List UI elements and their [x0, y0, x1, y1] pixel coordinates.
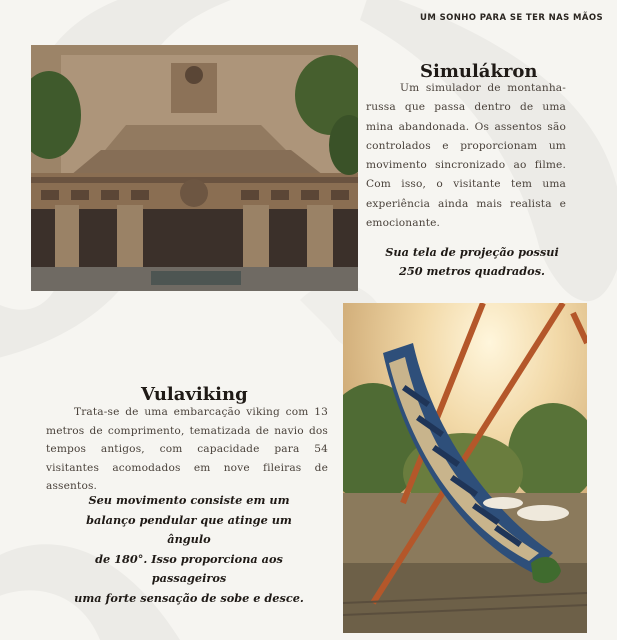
- highlight-simulakron: [372, 243, 572, 281]
- highlight-line: balanço pendular que atinge um ângulo: [86, 512, 292, 546]
- highlight-vulaviking: [66, 491, 312, 608]
- highlight-line: Sua tela de projeção possui: [385, 245, 559, 259]
- viking-ride-photo: [343, 303, 587, 633]
- highlight-line: 250 metros quadrados.: [399, 264, 545, 278]
- highlight-line: Seu movimento consiste em um: [88, 493, 290, 507]
- section-body-simulakron: Um simulador de montanha-russa que passa dentro de uma mina abandonada. Os assentos são controlados e proporcionam um movimento sincronizado ao filme. Com isso, o visitante tem uma experiência ainda mais realista e emocionante.: [366, 82, 566, 230]
- section-title-simulakron: Simulákron: [420, 61, 538, 82]
- section-title-vulaviking: Vulaviking: [141, 384, 248, 405]
- running-head: UM SONHO PARA SE TER NAS MÃOS: [420, 13, 603, 23]
- highlight-line: uma forte sensação de sobe e desce.: [74, 590, 304, 605]
- highlight-line: de 180°. Isso proporciona aos passageiros: [95, 551, 283, 585]
- temple-photo: [31, 45, 358, 291]
- section-body-vulaviking: Trata-se de uma embarcação viking com 13 metros de comprimento, tematizada de navio dos tempos antigos, com capacidade para 54 visitantes acomodados em nove fileiras de assentos.: [46, 406, 328, 492]
